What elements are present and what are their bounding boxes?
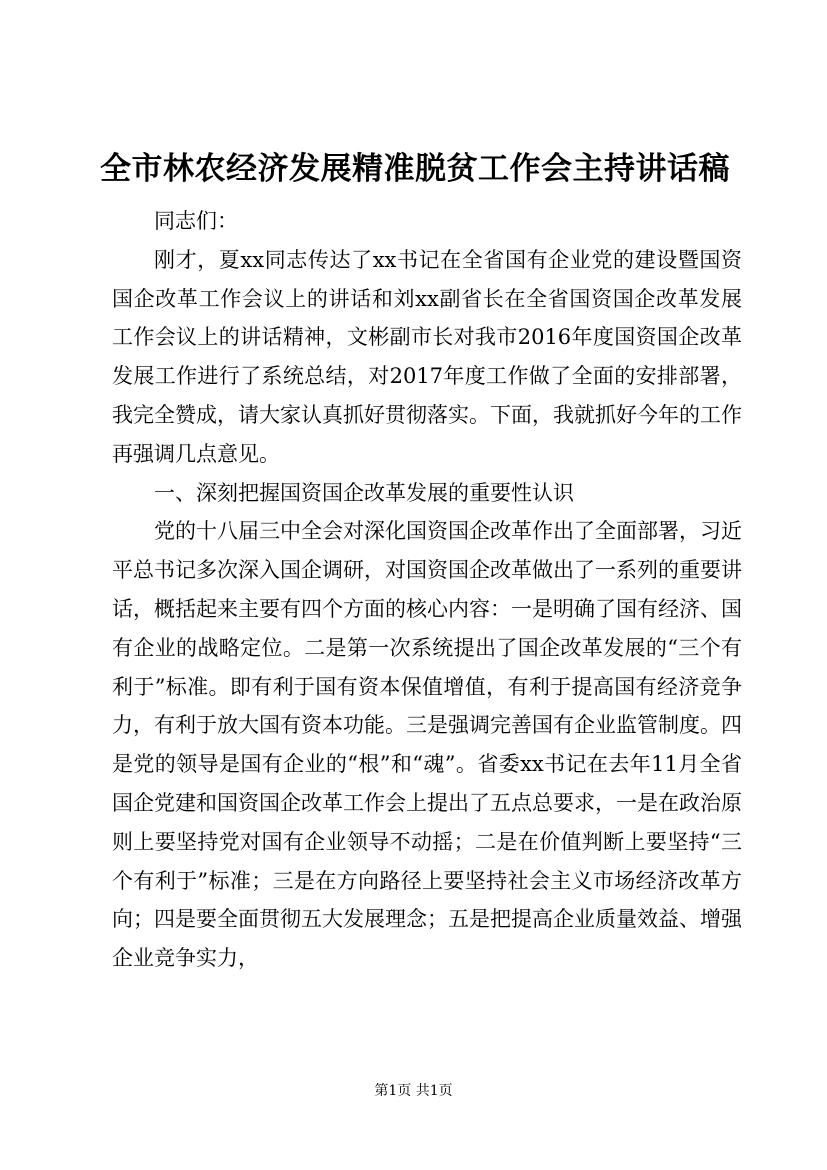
salutation-paragraph: 同志们：	[154, 209, 238, 233]
section-paragraph: 党的十八届三中全会对深化国资国企改革作出了全面部署，习近平总书记多次深入国企调研，对国资国企改革做出了一系列的重要讲话，概括起来主要有四个方面的核心内容：一是明确了国有经济、国有企业的战略定位。二是第一次系统提出了国企改革发展的“三个有利于”标准。即有利于国有资本保值增值，有利于提高国有经济竞争力，有利于放大国有资本功能。三是强调完善国有企业监管制度。四是党的领导是国有企业的“根”和“魂”。省委xx书记在去年11月全省国企党建和国资国企改革工作会上提出了五点总要求，一是在政治原则上要坚持党对国有企业领导不动摇；二是在价值判断上要坚持“三个有利于”标准；三是在方向路径上要坚持社会主义市场经济改革方向；四是要全面贯彻五大发展理念；五是把提高企业质量效益、增强企业竞争实力，	[112, 519, 742, 971]
document-title: 全市林农经济发展精准脱贫工作会主持讲话稿	[100, 151, 730, 187]
section-heading: 一、深刻把握国资国企改革发展的重要性认识	[154, 480, 574, 505]
intro-paragraph: 刚才，夏xx同志传达了xx书记在全省国有企业党的建设暨国资国企改革工作会议上的讲话和刘xx副省长在全省国资国企改革发展工作会议上的讲话精神，文彬副市长对我市2016年度国资国企改革发展工作进行了系统总结，对2017年度工作做了全面的安排部署，我完全赞成，请大家认真抓好贯彻落实。下面，我就抓好今年的工作再强调几点意见。	[112, 247, 742, 466]
page-footer: 第1页 共1页	[374, 1083, 453, 1099]
document-body	[112, 202, 742, 978]
